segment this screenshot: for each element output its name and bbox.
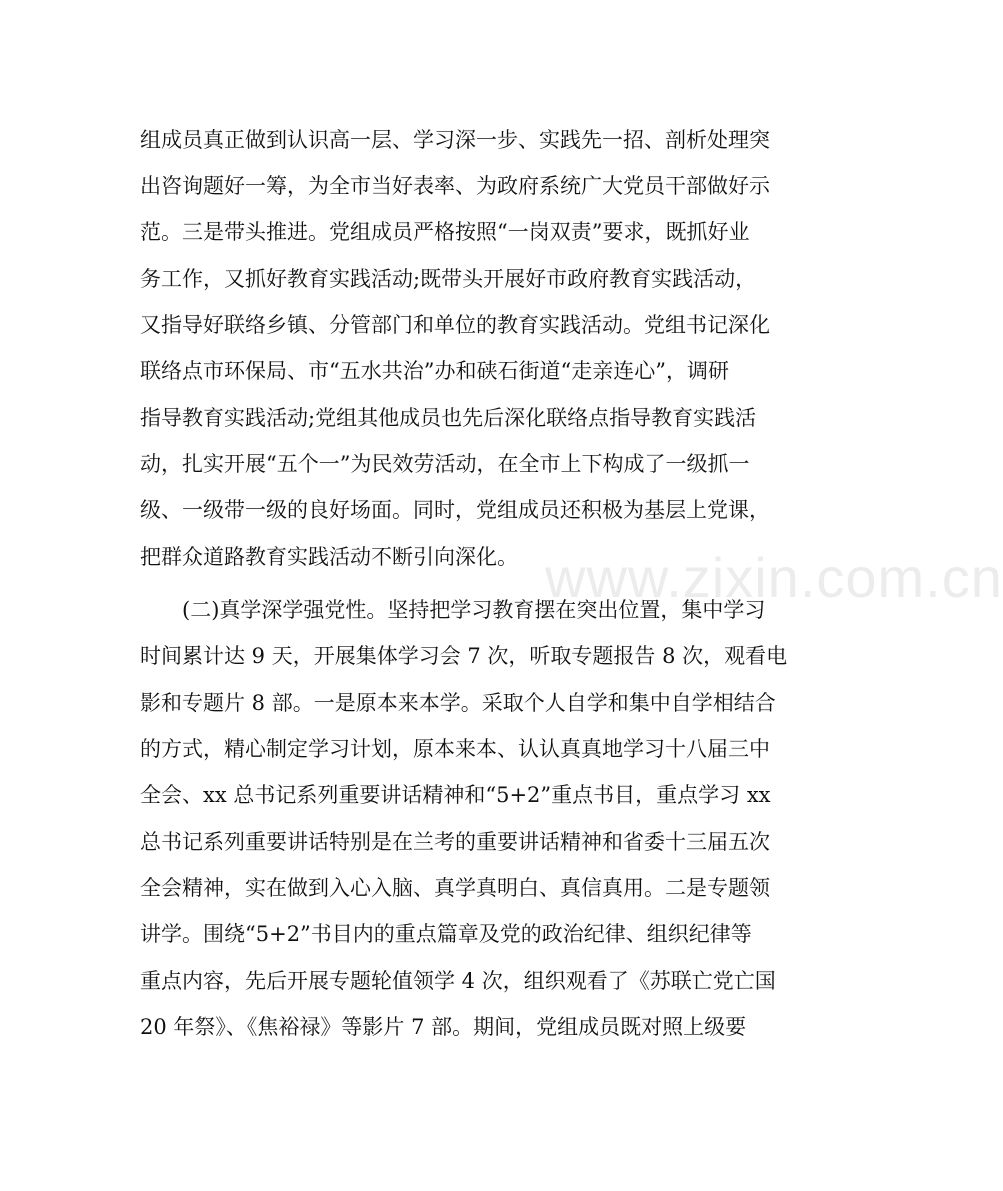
text-line: 把群众道路教育实践活动不断引向深化。 bbox=[140, 545, 518, 569]
text-line: 务工作，又抓好教育实践活动;既带头开展好市政府教育实践活动， bbox=[140, 267, 757, 291]
text-line: 又指导好联络乡镇、分管部门和单位的教育实践活动。党组书记深化 bbox=[140, 313, 770, 337]
watermark: www.zixin.com.cn bbox=[545, 546, 1003, 609]
paragraph-first-line: (二)真学深学强党性。坚持把学习教育摆在突出位置，集中学习 bbox=[182, 598, 766, 622]
text-line: 联络点市环保局、市“五水共治”办和硖石街道“走亲连心”，调研 bbox=[140, 359, 729, 383]
text-line: 讲学。围绕“5+2”书目内的重点篇章及党的政治纪律、组织纪律等 bbox=[140, 922, 752, 946]
text-line: 全会、xx 总书记系列重要讲话精神和“5+2”重点书目，重点学习 xx bbox=[140, 783, 771, 807]
text-line: 动，扎实开展“五个一”为民效劳活动，在全市上下构成了一级抓一 bbox=[140, 452, 750, 476]
text-line: 的方式，精心制定学习计划，原本来本、认认真真地学习十八届三中 bbox=[140, 737, 770, 761]
text-line: 总书记系列重要讲话特别是在兰考的重要讲话精神和省委十三届五次 bbox=[140, 830, 770, 854]
text-line: 范。三是带头推进。党组成员严格按照“一岗双责”要求，既抓好业 bbox=[140, 220, 750, 244]
text-line: 级、一级带一级的良好场面。同时，党组成员还积极为基层上党课， bbox=[140, 498, 770, 522]
text-line: 全会精神，实在做到入心入脑、真学真明白、真信真用。二是专题领 bbox=[140, 876, 770, 900]
text-line: 组成员真正做到认识高一层、学习深一步、实践先一招、剖析处理突 bbox=[140, 128, 770, 152]
text-line: 影和专题片 8 部。一是原本来本学。采取个人自学和集中自学相结合 bbox=[140, 691, 776, 715]
text-line: 指导教育实践活动;党组其他成员也先后深化联络点指导教育实践活 bbox=[140, 406, 757, 430]
text-line: 时间累计达 9 天，开展集体学习会 7 次，听取专题报告 8 次，观看电 bbox=[140, 644, 788, 668]
text-line: 20 年祭》、《焦裕禄》等影片 7 部。期间，党组成员既对照上级要 bbox=[140, 1015, 747, 1039]
text-line: 出咨询题好一筹，为全市当好表率、为政府系统广大党员干部做好示 bbox=[140, 174, 770, 198]
text-line: 重点内容，先后开展专题轮值领学 4 次，组织观看了《苏联亡党亡国 bbox=[140, 969, 776, 993]
